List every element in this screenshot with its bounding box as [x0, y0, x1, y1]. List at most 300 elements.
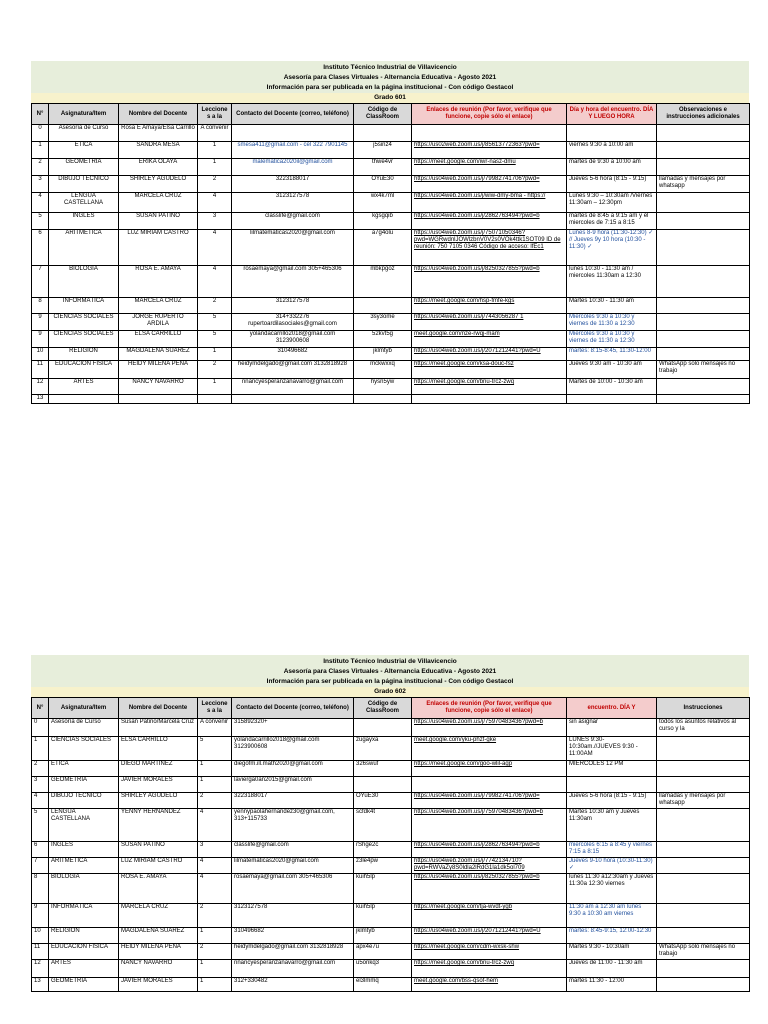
cell-teacher-name — [119, 395, 198, 404]
table-row — [32, 361, 750, 379]
cell-meeting-day-time: 11:30 am a 12:30 am lunes 9:30 a 10:30 am viernes — [567, 904, 657, 928]
cell-row-number: 5 — [32, 213, 49, 230]
cell-teacher-contact: 3123127578 — [232, 904, 354, 928]
cell-notes — [657, 960, 750, 978]
cell-teacher-name: ROSA E. AMAYA — [119, 874, 198, 904]
cell-meeting-link — [412, 395, 567, 404]
cell-teacher-name: ERIKA OLAYA — [119, 159, 198, 176]
schedule-block-602 — [31, 655, 749, 992]
cell-teacher-contact: classlife@gmail.com — [232, 842, 354, 858]
table-row — [32, 719, 750, 737]
cell-meeting-link[interactable]: https://meet.google.com/cdm-wxsk-shw — [412, 944, 567, 960]
cell-lessons: 1 — [198, 928, 232, 944]
cell-classroom-code: u5onkq3 — [354, 960, 412, 978]
table-row — [32, 142, 750, 159]
cell-row-number: 13 — [32, 395, 49, 404]
cell-lessons: 3 — [198, 213, 232, 230]
cell-classroom-code: OYuE30 — [354, 793, 412, 809]
cell-notes — [657, 777, 750, 793]
cell-teacher-name: HEIDY MILENA PEÑA — [119, 361, 198, 379]
column-header-teacher-name: Nombre del Docente — [119, 698, 198, 719]
cell-teacher-contact: nnancyesperanzanavarro@gmail.com — [232, 379, 354, 395]
cell-meeting-link[interactable]: https://us04web.zoom.us/j/2862763494?pwd=b — [412, 213, 567, 230]
column-header-lessons: Lecciones a la — [198, 698, 232, 719]
cell-notes: llamadas y mensajes por whatsapp — [657, 176, 750, 193]
cell-teacher-name: JORGE RUPERTO ARDILA — [119, 314, 198, 331]
cell-classroom-code — [354, 298, 412, 314]
cell-row-number: 1 — [32, 737, 49, 761]
cell-lessons: 2 — [198, 944, 232, 960]
cell-teacher-contact: rosaemaya@gmail.com 305+465306 — [232, 874, 354, 904]
cell-notes — [657, 379, 750, 395]
cell-meeting-day-time: MIÉRCOLES 12 PM — [567, 761, 657, 777]
cell-classroom-code: z3le4pw — [354, 858, 412, 874]
cell-teacher-name: JAVIER MORALES — [119, 978, 198, 992]
cell-meeting-link[interactable]: https://meet.google.com/bnu-trcz-zwq — [412, 960, 567, 978]
document-note: Información para ser publicada en la página institucional - Con código Gestacol — [266, 678, 514, 685]
cell-teacher-name: NANCY NAVARRO — [119, 960, 198, 978]
cell-subject: CIENCIAS SOCIALES — [49, 737, 119, 761]
cell-row-number: 9 — [32, 331, 49, 348]
cell-classroom-code: 326swuf — [354, 761, 412, 777]
cell-teacher-contact: 310496682 — [232, 348, 354, 361]
cell-row-number: 5 — [32, 809, 49, 842]
table-row — [32, 230, 750, 266]
cell-classroom-code: apx4e7u — [354, 944, 412, 960]
cell-subject: CIENCIAS SOCIALES — [49, 331, 119, 348]
cell-classroom-code: hysn5yw — [354, 379, 412, 395]
cell-subject: INGLES — [49, 842, 119, 858]
cell-subject: GEOMETRIA — [49, 978, 119, 992]
cell-subject: LENGUA CASTELLANA — [49, 809, 119, 842]
cell-meeting-link[interactable]: https://meet.google.com/hsp-fmfe-kgs — [412, 298, 567, 314]
cell-row-number: 1 — [32, 142, 49, 159]
cell-row-number: 12 — [32, 960, 49, 978]
cell-meeting-link[interactable]: meet.google.com/yku-phzf-gke — [412, 737, 567, 761]
cell-meeting-link[interactable]: https://us04web.zoom.us/j/75071050346?pwd=WGRwdnlJOWlzbnV0V2s0VOk4ttk1SOT09 ID de reunión: 750 7105 0346 Código de acceso: lfEc1 — [412, 230, 567, 266]
cell-meeting-link[interactable]: https://us04web.zoom.us/j/2862763494?pwd=b — [412, 842, 567, 858]
cell-meeting-link — [412, 777, 567, 793]
cell-teacher-contact: 3123127578 — [232, 298, 354, 314]
cell-classroom-code: kuih5lp — [354, 904, 412, 928]
cell-teacher-name: ELSA CARRILLO — [119, 331, 198, 348]
cell-meeting-link[interactable]: https://us04web.zoom.us/j/79982741706?pwd= — [412, 793, 567, 809]
cell-notes — [657, 928, 750, 944]
cell-lessons: 4 — [198, 193, 232, 213]
cell-teacher-contact: 312+330482 — [232, 978, 354, 992]
cell-meeting-link[interactable]: meet.google.com/nze-rwqj-mam — [412, 331, 567, 348]
cell-notes — [657, 874, 750, 904]
cell-lessons: 1 — [198, 348, 232, 361]
cell-meeting-link[interactable]: https://us04web.zoom.us/j/7742134710?pwd=RWVaZy8S0ldla2lRdG1la1dk5ol709 — [412, 858, 567, 874]
cell-subject: ARITMÉTICA — [49, 858, 119, 874]
cell-notes — [657, 159, 750, 176]
cell-subject: Asesoría de Curso — [49, 719, 119, 737]
cell-lessons: 4 — [198, 874, 232, 904]
cell-subject — [49, 395, 119, 404]
cell-notes — [657, 142, 750, 159]
cell-teacher-contact: lavierga0an2015@gmail.com — [232, 777, 354, 793]
cell-notes — [657, 737, 750, 761]
table-row — [32, 928, 750, 944]
cell-subject: ETICA — [49, 761, 119, 777]
cell-teacher-contact: 315892320+ — [232, 719, 354, 737]
column-header-subject: Asignatura/Item — [49, 698, 119, 719]
cell-meeting-link[interactable]: https://us04web.zoom.us/j/2071212441?pwd=U — [412, 928, 567, 944]
cell-classroom-code — [354, 395, 412, 404]
cell-teacher-contact — [232, 395, 354, 404]
cell-subject: CIENCIAS SOCIALES — [49, 314, 119, 331]
cell-row-number: 11 — [32, 944, 49, 960]
cell-classroom-code: kgsgqib — [354, 213, 412, 230]
cell-meeting-day-time: Martes 10:30 - 11:30 am — [567, 298, 657, 314]
cell-teacher-contact: yolandacarrillo2018@gmail.com 3123900608 — [232, 737, 354, 761]
cell-row-number: 2 — [32, 159, 49, 176]
cell-teacher-name: SUSAN PATIÑO — [119, 213, 198, 230]
cell-row-number: 9 — [32, 904, 49, 928]
cell-subject: GEOMETRÍA — [49, 159, 119, 176]
table-header-row — [32, 698, 750, 719]
cell-teacher-contact: classlife@gmail.com — [232, 213, 354, 230]
table-row — [32, 176, 750, 193]
cell-teacher-name: SANDRA MESA — [119, 142, 198, 159]
table-row — [32, 125, 750, 142]
cell-row-number: 4 — [32, 193, 49, 213]
cell-lessons — [198, 395, 232, 404]
cell-lessons: 4 — [198, 858, 232, 874]
document-subtitle: Asesoría para Clases Virtuales - Alternancia Educativa - Agosto 2021 — [283, 74, 497, 81]
cell-teacher-name: HEIDY MILENA PEÑA — [119, 944, 198, 960]
cell-subject: INFORMÁTICA — [49, 298, 119, 314]
cell-meeting-day-time: Martes 10:30 am y Jueves 11:30am — [567, 809, 657, 842]
cell-classroom-code: kuih5lp — [354, 874, 412, 904]
cell-notes: WhatsApp solo mensajes no trabajo — [657, 361, 750, 379]
cell-meeting-day-time: viernes 9:30 a 10:00 am — [567, 142, 657, 159]
cell-subject: EDUCACIÓN FÍSICA — [49, 361, 119, 379]
cell-meeting-link[interactable]: https://us04web.zoom.us/j/75970483436?pwd=b — [412, 719, 567, 737]
cell-meeting-link[interactable]: https://meet.google.com/bnu-trcz-zwq — [412, 379, 567, 395]
cell-meeting-day-time: martes: 8:45-9:15, 12:00-12:30 — [567, 928, 657, 944]
cell-subject: DIBUJO TÉCNICO — [49, 793, 119, 809]
cell-meeting-day-time — [567, 125, 657, 142]
cell-meeting-day-time: lunes 11:30 a12:30am y Jueves 11:30a 12:30 viernes — [567, 874, 657, 904]
cell-meeting-day-time: sin asignar — [567, 719, 657, 737]
cell-notes — [657, 904, 750, 928]
cell-subject: INFORMÁTICA — [49, 904, 119, 928]
cell-row-number: 10 — [32, 928, 49, 944]
cell-meeting-link[interactable]: https://meet.google.com/tja-wvdt-ygb — [412, 904, 567, 928]
cell-classroom-code: jklmtyb — [354, 348, 412, 361]
cell-teacher-contact: heidymdelgado@gmail.com 3132818928 — [232, 361, 354, 379]
cell-meeting-link[interactable]: https://meet.google.com/iwr-nasz-dmu — [412, 159, 567, 176]
cell-row-number: 13 — [32, 978, 49, 992]
table-row — [32, 874, 750, 904]
cell-lessons: A convenir — [198, 719, 232, 737]
cell-teacher-contact: 3123127578 — [232, 193, 354, 213]
cell-teacher-contact: yolandacarrillo2018@gmail.com 3123900608 — [232, 331, 354, 348]
cell-notes — [657, 842, 750, 858]
schedule-table — [31, 697, 750, 992]
cell-classroom-code: thwe4vr — [354, 159, 412, 176]
cell-meeting-day-time: Jueves 5-6 hora (8:15 - 9:15) — [567, 176, 657, 193]
cell-classroom-code: mbkpgoz — [354, 266, 412, 298]
cell-teacher-name: LUZ MIRIAM CASTRO — [119, 230, 198, 266]
table-row — [32, 213, 750, 230]
cell-meeting-link[interactable]: https://us04web.zoom.us/j/wiw-dmy-bma - https:// — [412, 193, 567, 213]
cell-subject: INGLES — [49, 213, 119, 230]
cell-teacher-contact: rosaemaya@gmail.com 305+465306 — [232, 266, 354, 298]
cell-teacher-name: SHIRLEY AGUDELO — [119, 793, 198, 809]
cell-subject: DIBUJO TÉCNICO — [49, 176, 119, 193]
cell-row-number: 8 — [32, 874, 49, 904]
table-row — [32, 809, 750, 842]
cell-teacher-name: SHIRLEY AGUDELO — [119, 176, 198, 193]
cell-notes — [657, 978, 750, 992]
grade-label: Grado 601 — [31, 93, 749, 103]
cell-teacher-name: Rosa E Amaya/Elsa Carrillo — [119, 125, 198, 142]
header-banner — [31, 61, 749, 103]
table-row — [32, 793, 750, 809]
cell-classroom-code: a7g4olu — [354, 230, 412, 266]
cell-lessons: 3 — [198, 842, 232, 858]
cell-meeting-day-time: lunes 10:30 - 11:30 am / miercoles 11:30am a 12:30 — [567, 266, 657, 298]
cell-notes — [657, 213, 750, 230]
column-header-lessons: Lecciones a la — [198, 104, 232, 125]
cell-classroom-code — [354, 777, 412, 793]
cell-row-number: 2 — [32, 761, 49, 777]
cell-subject: ARITMÉTICA — [49, 230, 119, 266]
cell-classroom-code: rShge2c — [354, 842, 412, 858]
cell-lessons: 5 — [198, 331, 232, 348]
document-note: Información para ser publicada en la página institucional - Con código Gestacol — [266, 84, 514, 91]
column-header-meeting-link: Enlaces de reunión (Por favor, verifique que funcione, copie sólo el enlace) — [412, 104, 567, 125]
cell-meeting-day-time: Miercoles 9:30 a 10:30 y viernes de 11:30 a 12:30 — [567, 331, 657, 348]
cell-meeting-link[interactable]: https://us04web.zoom.us/j/8250327855?pwd=b — [412, 874, 567, 904]
cell-teacher-contact: nnancyesperanzanavarro@gmail.com — [232, 960, 354, 978]
cell-classroom-code: OYuE30 — [354, 176, 412, 193]
column-header-row-number: N° — [32, 698, 49, 719]
cell-meeting-day-time: Jueves 9:30 am - 10:30 am — [567, 361, 657, 379]
cell-notes — [657, 331, 750, 348]
cell-meeting-link[interactable]: https://us04web.zoom.us/j/75970483436?pwd=b — [412, 809, 567, 842]
cell-row-number: 10 — [32, 348, 49, 361]
cell-lessons: 2 — [198, 904, 232, 928]
cell-meeting-link[interactable]: https://us02web.zoom.us/j/85613772363?pwd= — [412, 142, 567, 159]
cell-meeting-link[interactable]: https://meet.google.com/goo-wlil-agp — [412, 761, 567, 777]
cell-lessons: 2 — [198, 361, 232, 379]
cell-teacher-name: LUZ MIRIAM CASTRO — [119, 858, 198, 874]
cell-teacher-name: JAVIER MORALES — [119, 777, 198, 793]
cell-meeting-link[interactable]: https://us04web.zoom.us/j/7443056287 1 — [412, 314, 567, 331]
cell-subject: RELIGIÓN — [49, 348, 119, 361]
cell-lessons: 2 — [198, 793, 232, 809]
cell-meeting-day-time — [567, 395, 657, 404]
table-row — [32, 298, 750, 314]
cell-row-number: 0 — [32, 125, 49, 142]
institution-title: Instituto Técnico Industrial de Villavicencio — [323, 658, 457, 665]
table-row — [32, 379, 750, 395]
column-header-meeting-link: Enlaces de reunión (Por favor, verifique que funcione, copie sólo el enlace) — [412, 698, 567, 719]
cell-lessons: A convenir — [198, 125, 232, 142]
cell-lessons: 4 — [198, 809, 232, 842]
cell-teacher-contact: 3223188017 — [232, 793, 354, 809]
cell-teacher-contact: malematica2020il@gmail.com — [232, 159, 354, 176]
cell-classroom-code: 3sy3ome — [354, 314, 412, 331]
cell-teacher-contact: 310496682 — [232, 928, 354, 944]
cell-lessons: 1 — [198, 777, 232, 793]
cell-meeting-day-time: martes de 8:45 a 9:15 am y el miercoles de 7:15 a 8:15 — [567, 213, 657, 230]
institution-title: Instituto Técnico Industrial de Villavicencio — [323, 64, 457, 71]
cell-teacher-name: MARCELA CRUZ — [119, 298, 198, 314]
table-row — [32, 331, 750, 348]
cell-classroom-code: wx4k7ml — [354, 193, 412, 213]
column-header-notes: Observaciones e instrucciones adicionales — [657, 104, 750, 125]
table-row — [32, 737, 750, 761]
cell-lessons: 1 — [198, 761, 232, 777]
cell-lessons: 2 — [198, 298, 232, 314]
cell-subject: LENGUA CASTELLANA — [49, 193, 119, 213]
cell-teacher-name: DIEGO MARTINEZ — [119, 761, 198, 777]
cell-classroom-code: scfdk4t — [354, 809, 412, 842]
cell-notes: llamadas y mensajes por whatsapp — [657, 793, 750, 809]
cell-teacher-contact — [232, 125, 354, 142]
column-header-teacher-name: Nombre del Docente — [119, 104, 198, 125]
cell-notes — [657, 230, 750, 266]
table-row — [32, 842, 750, 858]
cell-teacher-name: MARCELA CRUZ — [119, 193, 198, 213]
column-header-classroom-code: Código de ClassRoom — [354, 104, 412, 125]
table-row — [32, 858, 750, 874]
cell-notes — [657, 125, 750, 142]
cell-notes — [657, 858, 750, 874]
cell-classroom-code: j5sinz4 — [354, 142, 412, 159]
column-header-row-number: N° — [32, 104, 49, 125]
cell-subject: ARTES — [49, 379, 119, 395]
cell-teacher-contact: 3223188017 — [232, 176, 354, 193]
table-row — [32, 395, 750, 404]
table-row — [32, 159, 750, 176]
cell-teacher-contact: smesa411@gmail.com - cel 322 7901145 — [232, 142, 354, 159]
cell-lessons: 1 — [198, 159, 232, 176]
cell-classroom-code: jklmtyb — [354, 928, 412, 944]
cell-meeting-day-time: Lunes 8-9 hora (11:30-12:30) ✓ // Jueves 9y 10 hora (10:30 - 11:30) ✓ — [567, 230, 657, 266]
column-header-classroom-code: Código de ClassRoom — [354, 698, 412, 719]
cell-subject: GEOMETRÍA — [49, 777, 119, 793]
table-row — [32, 314, 750, 331]
table-row — [32, 944, 750, 960]
table-row — [32, 904, 750, 928]
cell-notes — [657, 298, 750, 314]
cell-classroom-code — [354, 125, 412, 142]
cell-classroom-code: zugayxa — [354, 737, 412, 761]
cell-meeting-link[interactable]: https://us04web.zoom.us/j/2071212441?pwd=U — [412, 348, 567, 361]
table-row — [32, 348, 750, 361]
cell-teacher-name: Susan Patiño/Marcela Cruz — [119, 719, 198, 737]
table-header-row — [32, 104, 750, 125]
cell-meeting-day-time: martes 11:30 - 12:00 — [567, 978, 657, 992]
cell-meeting-day-time: Jueves 9-10 hora (10:30-11:30) ✓ — [567, 858, 657, 874]
cell-notes — [657, 266, 750, 298]
cell-meeting-day-time: Jueves 5-6 hora (8:15 - 9:15) — [567, 793, 657, 809]
cell-meeting-day-time: martes de 9:30 a 10:00 am — [567, 159, 657, 176]
table-row — [32, 193, 750, 213]
cell-subject: ARTES — [49, 960, 119, 978]
cell-meeting-day-time: Martes 9:30 - 10:30am — [567, 944, 657, 960]
cell-subject: BIOLOGÍA — [49, 266, 119, 298]
header-banner — [31, 655, 749, 697]
cell-teacher-name: MARCELA CRUZ — [119, 904, 198, 928]
cell-teacher-name: MAGDALENA SUÁREZ — [119, 348, 198, 361]
cell-subject: RELIGIÓN — [49, 928, 119, 944]
cell-lessons: 5 — [198, 737, 232, 761]
cell-teacher-contact: lilmatematicas2020@gmail.com — [232, 858, 354, 874]
cell-meeting-day-time: Lunes 9:30 – 10:30am /Viernes 11:30am – 12:30pm — [567, 193, 657, 213]
document-subtitle: Asesoría para Clases Virtuales - Alternancia Educativa - Agosto 2021 — [283, 668, 497, 675]
cell-notes — [657, 348, 750, 361]
cell-classroom-code: el3lmmq — [354, 978, 412, 992]
cell-lessons: 5 — [198, 314, 232, 331]
cell-classroom-code: 52kvt5g — [354, 331, 412, 348]
cell-teacher-contact: 314+332276 rupertoardilasociales@gmail.com — [232, 314, 354, 331]
cell-lessons: 1 — [198, 960, 232, 978]
cell-notes: todos los asuntos relativos al curso y la — [657, 719, 750, 737]
cell-meeting-link[interactable]: https://us04web.zoom.us/j/79982741706?pwd= — [412, 176, 567, 193]
table-row — [32, 960, 750, 978]
cell-meeting-day-time: Martes de 10:00 - 10:30 am — [567, 379, 657, 395]
column-header-meeting-day-time: Día y hora del encuentro. DÍA Y LUEGO HORA — [567, 104, 657, 125]
cell-meeting-day-time: LUNES 9:30-10:30am.//JUEVES 9:30 - 11:00AM — [567, 737, 657, 761]
cell-row-number: 6 — [32, 842, 49, 858]
cell-row-number: 6 — [32, 230, 49, 266]
cell-row-number: 0 — [32, 719, 49, 737]
cell-meeting-day-time: Jueves de 11:00 - 11:30 am — [567, 960, 657, 978]
column-header-meeting-day-time: encuentro. DÍA Y — [567, 698, 657, 719]
cell-lessons: 1 — [198, 978, 232, 992]
cell-lessons: 4 — [198, 266, 232, 298]
cell-row-number: 8 — [32, 298, 49, 314]
cell-teacher-name: YENNY HERNANDEZ — [119, 809, 198, 842]
cell-row-number: 11 — [32, 361, 49, 379]
table-row — [32, 266, 750, 298]
cell-subject: EDUCACIÓN FÍSICA — [49, 944, 119, 960]
cell-row-number: 12 — [32, 379, 49, 395]
cell-notes — [657, 395, 750, 404]
cell-meeting-day-time: martes: 8:15-8:45, 11:30-12:00 — [567, 348, 657, 361]
cell-teacher-name: SUSAN PATIÑO — [119, 842, 198, 858]
cell-teacher-contact: yennypaolahernandez30@gmail.com, 313+115733 — [232, 809, 354, 842]
cell-meeting-day-time — [567, 777, 657, 793]
cell-meeting-link[interactable]: meet.google.com/bss-qsof-hem — [412, 978, 567, 992]
cell-meeting-day-time: Miercoles 9:30 a 10:30 y viernes de 11:30 a 12:30 — [567, 314, 657, 331]
table-row — [32, 761, 750, 777]
cell-lessons: 1 — [198, 379, 232, 395]
cell-meeting-link[interactable]: https://meet.google.com/ksa-douc-fsz — [412, 361, 567, 379]
cell-meeting-link[interactable]: https://us04web.zoom.us/j/8250327855?pwd=b — [412, 266, 567, 298]
cell-notes — [657, 314, 750, 331]
cell-lessons: 4 — [198, 230, 232, 266]
cell-teacher-name: NANCY NAVARRO — [119, 379, 198, 395]
cell-teacher-name: ELSA CARRILLO — [119, 737, 198, 761]
table-row — [32, 777, 750, 793]
cell-notes — [657, 193, 750, 213]
cell-meeting-day-time: miercoles 6:15 a 8:45 y viernes 7:15 a 8:15 — [567, 842, 657, 858]
cell-row-number: 7 — [32, 858, 49, 874]
cell-notes — [657, 809, 750, 842]
cell-meeting-link — [412, 125, 567, 142]
cell-notes: WhatsApp solo mensajes no trabajo — [657, 944, 750, 960]
cell-lessons: 2 — [198, 176, 232, 193]
cell-teacher-contact: heidymdelgado@gmail.com 3132818928 — [232, 944, 354, 960]
